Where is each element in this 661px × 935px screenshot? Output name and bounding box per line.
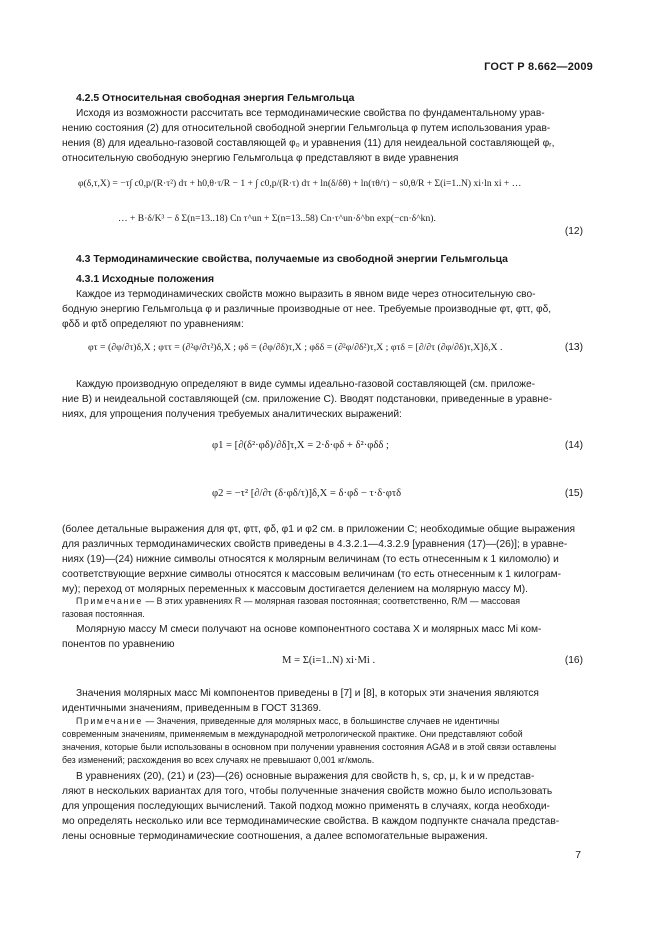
- formula-14: φ1 = [∂(δ²·φδ)/∂δ]τ,X = 2·δ·φδ + δ²·φδδ ;: [212, 440, 389, 451]
- text-line: Значения молярных масс Mi компонентов приведены в [7] и [8], в которых эти значения являются: [76, 688, 539, 699]
- paragraph-molar-mass: [62, 622, 584, 652]
- text-line: (более детальные выражения для φτ, φττ, φδ, φ1 и φ2 см. в приложении С; необходимые общие выражения: [62, 524, 575, 535]
- text-line: для упрощения последующих вычислений. Такой подход можно применять в случаях, когда необходи-: [62, 801, 550, 813]
- text-line: нению состояния (2) для относительной свободной энергии Гельмгольца φ путем использования урав-: [62, 123, 551, 135]
- page-number: 7: [575, 850, 581, 861]
- paragraph-detailed-expressions: [62, 522, 584, 597]
- note-text: — Значения, приведенные для молярных масс, в большинстве случаев не идентичны: [145, 716, 500, 726]
- section-heading-4-3: 4.3 Термодинамические свойства, получаемые из свободной энергии Гельмгольца: [76, 254, 508, 265]
- paragraph-substitutions: [62, 377, 584, 422]
- note-text: — В этих уравнениях R — молярная газовая постоянная; соответственно, R/M — массовая: [145, 596, 521, 606]
- text-line: ние В) и неидеальной составляющей (см. приложение С). Вводят подстановки, приведенные в уравне-: [62, 394, 553, 406]
- note-label: Примечание: [76, 596, 143, 606]
- text-line: ниях (19)—(24) нижние символы относятся к молярным величинам (то есть отнесенным к 1 киломолю) и: [62, 554, 559, 566]
- paragraph-helmholtz-intro: [62, 106, 584, 166]
- note-text: современным значениям, применяемым в международной метрологической практике. Они представляют собой: [62, 729, 523, 739]
- equation-number-13: (13): [564, 342, 583, 353]
- text-line: относительную свободную энергию Гельмгольца φ представляют в виде уравнения: [62, 153, 459, 165]
- text-line: идентичными значениям, приведенным в ГОСТ 31369.: [62, 703, 322, 715]
- formula-16: M = Σ(i=1..N) xi·Mi .: [282, 655, 376, 666]
- note-label: Примечание: [76, 716, 143, 726]
- text-line: φδδ и φτδ определяют по уравнениям:: [62, 319, 244, 331]
- text-line: для различных термодинамических свойств приведены в 4.3.2.1—4.3.2.9 [уравнения (17)—(26)]; в уравне-: [62, 539, 568, 551]
- formula-12-line2: … + B·δ/K³ − δ Σ(n=13..18) Cn τ^un + Σ(n=13..58) Cn·τ^un·δ^bn exp(−cn·δ^kn).: [118, 213, 436, 224]
- equation-number-12: (12): [564, 226, 583, 237]
- note-text: без изменений; расхождения во всех случаях не превышают 0,001 кг/кмоль.: [62, 755, 375, 765]
- note-gas-constant: [62, 595, 584, 621]
- section-heading-4-2-5: 4.2.5 Относительная свободная энергия Гельмгольца: [76, 93, 355, 104]
- text-line: Молярную массу M смеси получают на основе компонентного состава X и молярных масс Mi ком-: [76, 624, 542, 635]
- note-text: газовая постоянная.: [62, 609, 145, 619]
- text-line: понентов по уравнению: [62, 639, 175, 651]
- equation-number-16: (16): [564, 655, 583, 666]
- formula-15: φ2 = −τ² [∂/∂τ (δ·φδ/τ)]δ,X = δ·φδ − τ·δ·φτδ: [212, 488, 402, 499]
- paragraph-derivatives-intro: [62, 287, 584, 332]
- paragraph-variants: [62, 769, 584, 844]
- text-line: лены основные термодинамические соотношения, а далее вспомогательные выражения.: [62, 831, 488, 843]
- text-line: бодную энергию Гельмгольца φ и различные производные от нее. Требуемые производные φτ, φττ, φδ,: [62, 304, 552, 316]
- text-line: Каждое из термодинамических свойств можно выразить в явном виде через относительную сво-: [76, 289, 536, 300]
- paragraph-molar-values: [62, 686, 584, 716]
- text-line: мо определять несколько или все термодинамические свойства. В каждом подпункте сначала представ-: [62, 816, 560, 828]
- formula-13: φτ = (∂φ/∂τ)δ,X ; φττ = (∂²φ/∂τ²)δ,X ; φδ = (∂φ/∂δ)τ,X ; φδδ = (∂²φ/∂δ²)τ,X ; φτδ = [∂/∂τ (∂φ/∂δ)τ,X]δ,X .: [88, 342, 503, 353]
- text-line: соответствующие верхние символы относятся к массовым величинам (то есть отнесенным к 1 килограм-: [62, 569, 562, 581]
- text-line: Исходя из возможности рассчитать все термодинамические свойства по фундаментальному урав-: [76, 108, 545, 119]
- text-line: нения (8) для идеально-газовой составляющей φ₀ и уравнения (11) для неидеальной составляющей φᵣ,: [62, 138, 555, 150]
- text-line: му); переход от молярных переменных к массовым достигается делением на молярную массу M).: [62, 584, 528, 596]
- document-code: ГОСТ Р 8.662—2009: [484, 61, 593, 73]
- note-molar-mass-values: [62, 715, 584, 767]
- section-heading-4-3-1: 4.3.1 Исходные положения: [76, 274, 215, 285]
- note-text: значения, которые были использованы в основном при получении уравнения состояния AGA8 и в этой связи оставлены: [62, 742, 557, 752]
- text-line: ляют в нескольких вариантах для того, чтобы полученные значения свойств можно было использовать: [62, 786, 553, 798]
- text-line: ниях, для упрощения получения требуемых аналитических выражений:: [62, 409, 402, 421]
- equation-number-15: (15): [564, 488, 583, 499]
- formula-12-line1: φ(δ,τ,X) = −τ∫ c0,p/(R·τ²) dτ + h0,θ·τ/R − 1 + ∫ c0,p/(R·τ) dτ + ln(δ/δθ) + ln(τθ/τ) − s0,θ/R + Σ(i=1..N) xi·ln xi + …: [78, 178, 522, 189]
- equation-number-14: (14): [564, 440, 583, 451]
- text-line: В уравнениях (20), (21) и (23)—(26) основные выражения для свойств h, s, cp, μ, k и w представ-: [76, 771, 535, 782]
- text-line: Каждую производную определяют в виде суммы идеально-газовой составляющей (см. приложе-: [76, 379, 536, 390]
